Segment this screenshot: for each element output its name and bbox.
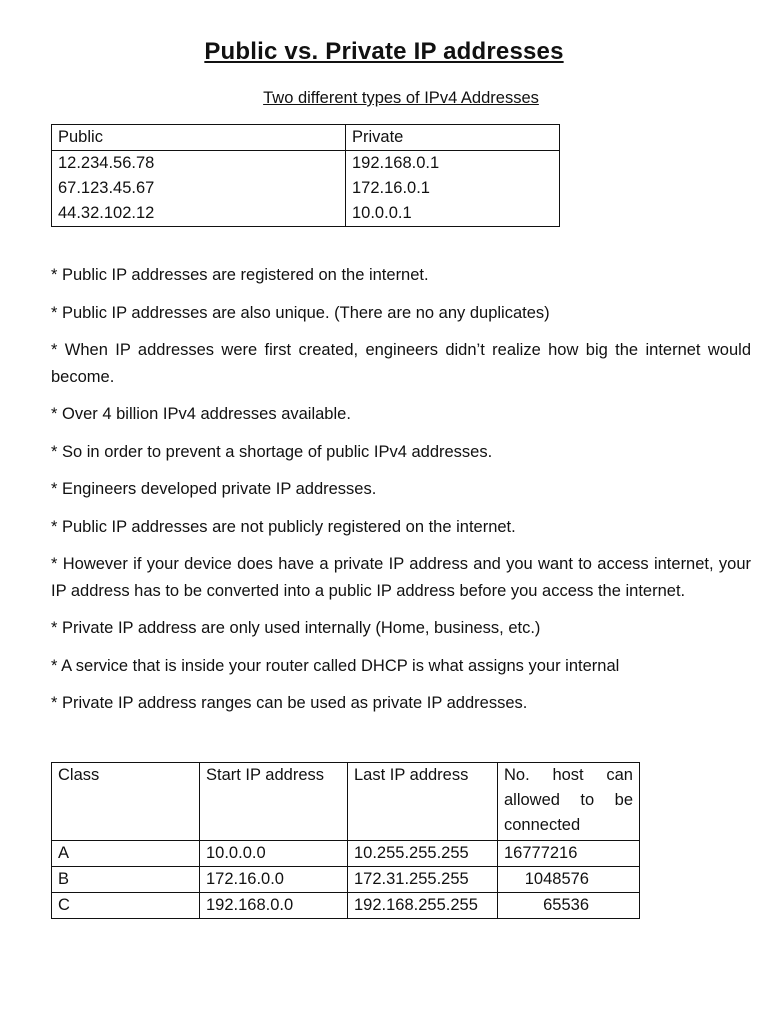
bullet-item: * So in order to prevent a shortage of public IPv4 addresses. [51,442,493,461]
public-private-ip-table [51,124,560,227]
header-host-count [498,763,640,841]
public-ip-2: 67.123.45.67 [58,179,155,197]
header-host-word: can [606,766,633,784]
bullet-item: * Public IP addresses are also unique. (There are no any duplicates) [51,303,550,322]
bullet-item: * When IP addresses were first created, engineers didn’t realize how big the internet would become. [51,341,751,386]
bullet-item: * Engineers developed private IP addresses. [51,480,377,498]
private-ip-3: 10.0.0.1 [352,204,412,222]
bullet-item: * Public IP addresses are not publicly registered on the internet. [51,517,516,536]
header-host-word: No. [504,766,530,784]
header-host-line: connected [504,816,581,834]
ip-class-table [51,762,640,919]
header-host-word: to [580,791,595,809]
bullet-item: * Over 4 billion IPv4 addresses available. [51,405,351,423]
header-host-line [504,763,633,788]
start-ip-cell: 172.16.0.0 [200,867,348,893]
header-host-word: allowed [504,791,560,809]
private-ip-1: 192.168.0.1 [352,154,440,172]
host-count-cell: 16777216 [498,841,640,867]
public-ip-1: 12.234.56.78 [58,154,155,172]
bullet-item: * Private IP address ranges can be used as private IP addresses. [51,694,528,712]
header-host-word: host [552,766,584,784]
public-ip-3: 44.32.102.12 [58,204,155,222]
page-title: Public vs. Private IP addresses [204,38,564,65]
bullet-list [51,262,751,728]
table-row [52,151,560,227]
class-cell: B [52,867,200,893]
bullet-item: * Public IP addresses are registered on the internet. [51,266,429,284]
page-subtitle: Two different types of IPv4 Addresses [263,89,539,107]
header-class: Class [52,763,200,841]
last-ip-cell: 10.255.255.255 [348,841,498,867]
table-header-row [52,125,560,151]
last-ip-cell: 192.168.255.255 [348,893,498,919]
last-ip-cell: 172.31.255.255 [348,867,498,893]
private-ip-2: 172.16.0.1 [352,179,430,197]
class-cell: A [52,841,200,867]
host-count-cell: 65536 [498,893,640,919]
bullet-item: * Private IP address are only used internally (Home, business, etc.) [51,619,541,637]
header-public: Public [52,125,346,151]
header-start-ip: Start IP address [200,763,348,841]
start-ip-cell: 10.0.0.0 [200,841,348,867]
table-header-row [52,763,640,841]
header-private: Private [346,125,560,151]
public-ip-cell [52,151,346,227]
host-count-cell: 1048576 [498,867,640,893]
bullet-item: * A service that is inside your router called DHCP is what assigns your internal [51,656,620,675]
table-row [52,867,640,893]
header-last-ip: Last IP address [348,763,498,841]
private-ip-cell [346,151,560,227]
bullet-item: * However if your device does have a private IP address and you want to access internet, your IP address has to be converted into a public IP address before you access the internet. [51,555,751,600]
class-cell: C [52,893,200,919]
header-host-word: be [614,791,633,809]
table-row [52,893,640,919]
start-ip-cell: 192.168.0.0 [200,893,348,919]
header-host-line [504,788,633,813]
table-row [52,841,640,867]
